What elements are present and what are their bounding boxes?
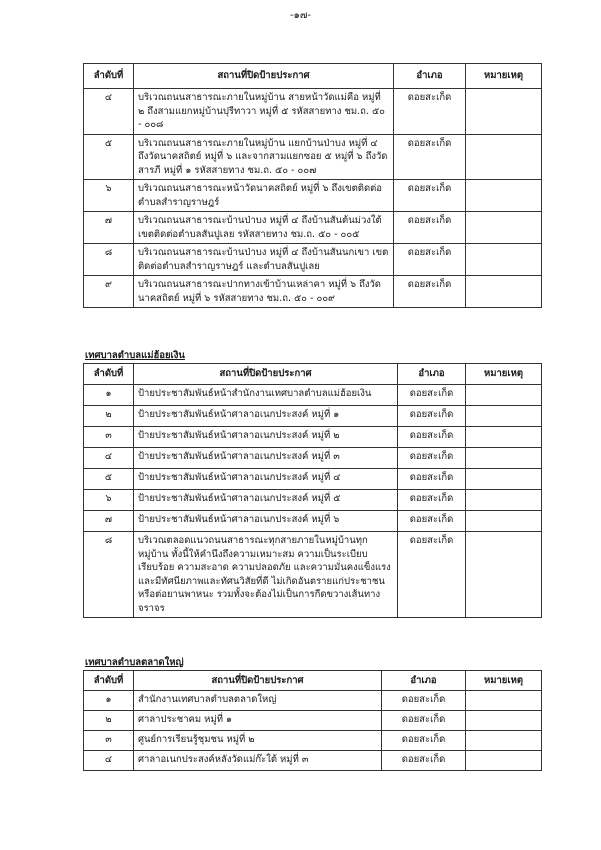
header-order: ลำดับที่ [84,364,134,385]
row-district: ดอยสะเก็ด [398,511,466,532]
row-no: ๖ [84,490,134,511]
row-no: ๖ [84,180,134,212]
table-row [84,448,542,469]
table-row [84,244,542,276]
table-row [84,490,542,511]
row-no: ๓ [84,427,134,448]
row-remark [466,532,542,618]
row-remark [466,511,542,532]
table-row [84,511,542,532]
header-place: สถานที่ปิดป้ายประกาศ [134,364,398,385]
row-no: ๑ [84,385,134,406]
row-place: ป้ายประชาสัมพันธ์หน้าศาลาอเนกประสงค์ หมู่ที่ ๓ [134,448,398,469]
row-place: ป้ายประชาสัมพันธ์หน้าสำนักงานเทศบาลตำบลแม่ฮ้อยเงิน [134,385,398,406]
row-district: ดอยสะเก็ด [398,385,466,406]
row-place: ป้ายประชาสัมพันธ์หน้าศาลาอเนกประสงค์ หมู่ที่ ๕ [134,490,398,511]
row-place: สำนักงานเทศบาลตำบลตลาดใหญ่ [134,691,382,711]
table-row [84,691,542,711]
table-row [84,276,542,308]
table-row [84,212,542,244]
table-row [84,385,542,406]
signage-table-2 [83,363,542,618]
table-row [84,751,542,771]
row-place: ศาลาประชาคม หมู่ที่ ๑ [134,711,382,731]
row-no: ๔ [84,448,134,469]
row-no: ๔ [84,89,134,135]
row-no: ๘ [84,244,134,276]
row-remark [466,751,542,771]
row-remark [466,276,542,308]
row-place: บริเวณถนนสาธารณะบ้านป่าบง หมู่ที่ ๔ ถึงบ้านสันนกเขา เขตติดต่อตำบลสำราญราษฎร์ และตำบลสันปูเลย [134,244,394,276]
row-place: ป้ายประชาสัมพันธ์หน้าศาลาอเนกประสงค์ หมู่ที่ ๒ [134,427,398,448]
header-remark: หมายเหตุ [466,671,542,691]
header-place: สถานที่ปิดป้ายประกาศ [134,671,382,691]
row-remark [466,490,542,511]
row-district: ดอยสะเก็ด [382,731,466,751]
row-place: บริเวณตลอดแนวถนนสาธารณะทุกสายภายในหมู่บ้านทุกหมู่บ้าน ทั้งนี้ให้คำนึงถึงความเหมาะสม ความเป็นระเบียบเรียบร้อย ความสะอาด ความปลอดภัย และความมั่นคงแข็งแรง และมีทัศนียภาพและทัศนวิสัยที่ดี ไม่เกิดอันตรายแก่ประชาชนหรือต่อยานพาหนะ รวมทั้งจะต้องไม่เป็นการกีดขวางเส้นทางจราจร [134,532,398,618]
row-place: บริเวณถนนสาธารณะภายในหมู่บ้าน แยกบ้านป่าบง หมู่ที่ ๔ ถึงวัดนาคสถิตย์ หมู่ที่ ๖ และจากสามแยกซอย ๕ หมู่ที่ ๖ ถึงวัดสารภี หมู่ที่ ๑ รหัสสายทาง ชม.ถ. ๕๐ - ๐๐๗ [134,134,394,180]
row-remark [466,711,542,731]
table-row [84,406,542,427]
table-row [84,134,542,180]
row-district: ดอยสะเก็ด [394,89,466,135]
header-remark: หมายเหตุ [466,64,542,89]
header-district: อำเภอ [382,671,466,691]
row-place: ศาลาอเนกประสงค์หลังวัดแม่ก๊ะใต้ หมู่ที่ ๓ [134,751,382,771]
row-no: ๒ [84,406,134,427]
row-place: ป้ายประชาสัมพันธ์หน้าศาลาอเนกประสงค์ หมู่ที่ ๔ [134,469,398,490]
table-row [84,711,542,731]
row-remark [466,691,542,711]
row-no: ๗ [84,511,134,532]
row-remark [466,427,542,448]
row-district: ดอยสะเก็ด [398,427,466,448]
section-title-mae-hoi-ngoen: เทศบาลตำบลแม่ฮ้อยเงิน [85,350,185,361]
row-district: ดอยสะเก็ด [394,244,466,276]
row-place: บริเวณถนนสาธารณะหน้าวัดนาคสถิตย์ หมู่ที่ ๖ ถึงเขตติดต่อตำบลสำราญราษฎร์ [134,180,394,212]
row-place: ศูนย์การเรียนรู้ชุมชน หมู่ที่ ๒ [134,731,382,751]
table-row [84,532,542,618]
table-row [84,180,542,212]
row-remark [466,212,542,244]
row-district: ดอยสะเก็ด [398,406,466,427]
row-remark [466,448,542,469]
row-no: ๙ [84,276,134,308]
row-district: ดอยสะเก็ด [394,276,466,308]
header-district: อำเภอ [394,64,466,89]
row-place: บริเวณถนนสาธารณะภายในหมู่บ้าน สายหน้าวัดแม่คือ หมู่ที่ ๒ ถึงสามแยกหมู่บ้านปุรีทาวา หมู่ที่ ๕ รหัสสายทาง ชม.ถ. ๕๐ - ๐๐๘ [134,89,394,135]
section-title-talat-yai: เทศบาลตำบลตลาดใหญ่ [85,657,184,668]
header-row [84,64,542,89]
row-remark [466,244,542,276]
row-district: ดอยสะเก็ด [398,490,466,511]
row-remark [466,180,542,212]
row-remark [466,89,542,135]
row-remark [466,385,542,406]
row-district: ดอยสะเก็ด [398,448,466,469]
table-row [84,427,542,448]
row-remark [466,406,542,427]
row-no: ๕ [84,469,134,490]
row-no: ๗ [84,212,134,244]
row-district: ดอยสะเก็ด [398,469,466,490]
row-no: ๑ [84,691,134,711]
row-district: ดอยสะเก็ด [382,751,466,771]
signage-table-1 [83,63,542,308]
row-remark [466,134,542,180]
header-order: ลำดับที่ [84,64,134,89]
page-number: -๑๗- [289,10,312,21]
row-no: ๘ [84,532,134,618]
row-no: ๒ [84,711,134,731]
header-remark: หมายเหตุ [466,364,542,385]
row-no: ๕ [84,134,134,180]
row-place: บริเวณถนนสาธารณะปากทางเข้าบ้านเหล่าคา หมู่ที่ ๖ ถึงวัดนาคสถิตย์ หมู่ที่ ๖ รหัสสายทาง ชม.ถ. ๕๐ - ๐๐๙ [134,276,394,308]
row-place: ป้ายประชาสัมพันธ์หน้าศาลาอเนกประสงค์ หมู่ที่ ๖ [134,511,398,532]
row-no: ๓ [84,731,134,751]
row-no: ๔ [84,751,134,771]
header-row [84,671,542,691]
row-district: ดอยสะเก็ด [394,180,466,212]
row-district: ดอยสะเก็ด [398,532,466,618]
signage-table-3 [83,670,542,771]
header-district: อำเภอ [398,364,466,385]
table-row [84,469,542,490]
header-place: สถานที่ปิดป้ายประกาศ [134,64,394,89]
table-row [84,731,542,751]
row-district: ดอยสะเก็ด [394,212,466,244]
row-remark [466,731,542,751]
row-place: บริเวณถนนสาธารณะบ้านป่าบง หมู่ที่ ๔ ถึงบ้านสันต้นม่วงใต้ เขตติดต่อตำบลสันปูเลย รหัสสายทาง ชม.ถ. ๕๐ - ๐๐๕ [134,212,394,244]
row-place: ป้ายประชาสัมพันธ์หน้าศาลาอเนกประสงค์ หมู่ที่ ๑ [134,406,398,427]
row-district: ดอยสะเก็ด [382,711,466,731]
header-row [84,364,542,385]
table-row [84,89,542,135]
header-order: ลำดับที่ [84,671,134,691]
row-district: ดอยสะเก็ด [394,134,466,180]
row-remark [466,469,542,490]
row-district: ดอยสะเก็ด [382,691,466,711]
